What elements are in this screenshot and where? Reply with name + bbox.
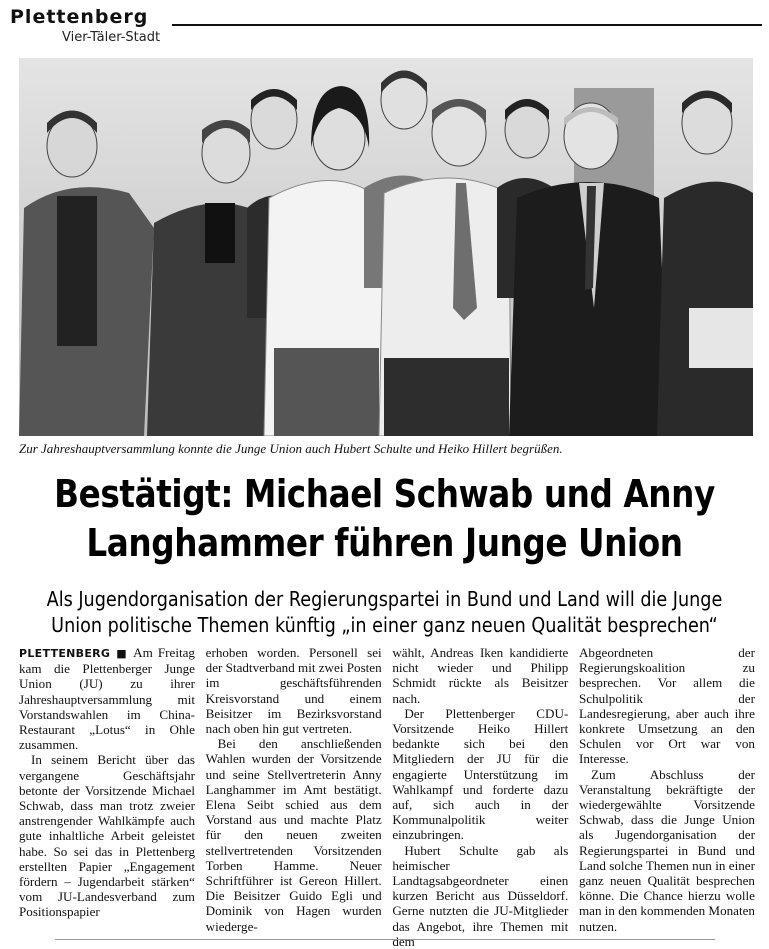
paragraph: In seinem Bericht über das vergangene Geschäftsjahr betonte der Vorsitzende Michael Schwab, dass man trotz zweier anstrengender Wahlkämpfe auch gute inhaltliche Arbeit geleistet habe. So sei das in Plettenberg erstellten Papier „Engagement fördern – Jugendarbeit stärken“ vom JU-Landesverband zum Positionspapier	[19, 752, 195, 920]
paragraph: erhoben worden. Personell sei der Stadtverband mit zwei Posten im geschäftsführenden Kreisvorstand und einem Beisitzer im Bezirksvorstand nach oben hin gut vertreten.	[205, 645, 382, 737]
paragraph: Zum Abschluss der Veranstaltung bekräftigte der wiedergewählte Vorsitzende Schwab, dass die Junge Union als Jugendorganisation der Regierungspartei in Bund und Land solche Themen nun in einer ganz neuen Qualität besprechen könne. Die Chance hierzu wolle man in den kommenden Monaten nutzen.	[578, 766, 755, 934]
article-column-4	[579, 645, 755, 935]
subheadline-line-2: Union politische Themen künftig „in einer ganz neuen Qualität besprechen“	[51, 613, 718, 637]
dateline: PLETTENBERG ■	[19, 647, 129, 660]
paragraph: Der Plettenberger CDU-Vorsitzende Heiko Hillert bedankte sich bei den Mitgliedern der JU für die engagierte Unterstützung im Wahlkampf und forderte dazu auf, sich auch in der Kommunalpolitik weiter einzubringen.	[392, 705, 569, 843]
article-column-1	[19, 645, 195, 935]
subheadline	[46, 586, 723, 638]
subheadline-line-1: Als Jugendorganisation der Regierungspartei in Bund und Land will die Junge	[46, 587, 723, 611]
article-column-2	[206, 645, 382, 935]
paragraph	[19, 645, 195, 752]
masthead-title: Plettenberg	[10, 6, 149, 28]
headline-line-2: Langhammer führen Junge Union	[86, 521, 683, 565]
bottom-rule	[55, 939, 715, 940]
paragraph-text: Am Freitag kam die Plettenberger Junge Union (JU) zu ihrer Jahreshauptversammlung mit Vorstandswahlen im China-Restaurant „Lotus“ in Ohle zusammen.	[19, 645, 195, 753]
photo-caption: Zur Jahreshauptversammlung konnte die Junge Union auch Hubert Schulte und Heiko Hillert begrüßen.	[19, 441, 563, 456]
group-photo	[19, 58, 753, 436]
paragraph: Bei den anschließenden Wahlen wurden der Vorsitzende und seine Stellvertreterin Anny Langhammer im Amt bestätigt. Elena Seibt schied aus dem Vorstand aus und machte Platz für den neuen zweiten stellvertretenden Vorsitzenden Torben Hamme. Neuer Schriftführer ist Gereon Hillert. Die Beisitzer Guido Egli und Dominik von Hagen wurden wiederge-	[205, 736, 382, 934]
headline-line-1: Bestätigt: Michael Schwab und Anny	[54, 472, 715, 516]
paragraph: wählt, Andreas Iken kandidierte nicht wieder und Philipp Schmidt rückte als Beisitzer nach.	[392, 645, 569, 706]
article-column-3	[392, 645, 569, 949]
paragraph: Abgeordneten der Regierungskoalition zu besprechen. Vor allem die Schulpolitik der Landesregierung, aber auch ihre konkrete Umsetzung an den Schulen vor Ort war von Interesse.	[578, 645, 755, 767]
paragraph: Hubert Schulte gab als heimischer Landtagsabgeordneter einen kurzen Bericht aus Düsseldorf. Gerne nutzten die JU-Mitglieder das Angebot, ihre Themen mit dem	[392, 842, 569, 949]
masthead	[10, 6, 762, 50]
article-body	[19, 645, 755, 949]
masthead-subtitle: Vier-Täler-Stadt	[62, 30, 161, 45]
masthead-rule	[172, 24, 762, 26]
headline	[54, 470, 715, 568]
